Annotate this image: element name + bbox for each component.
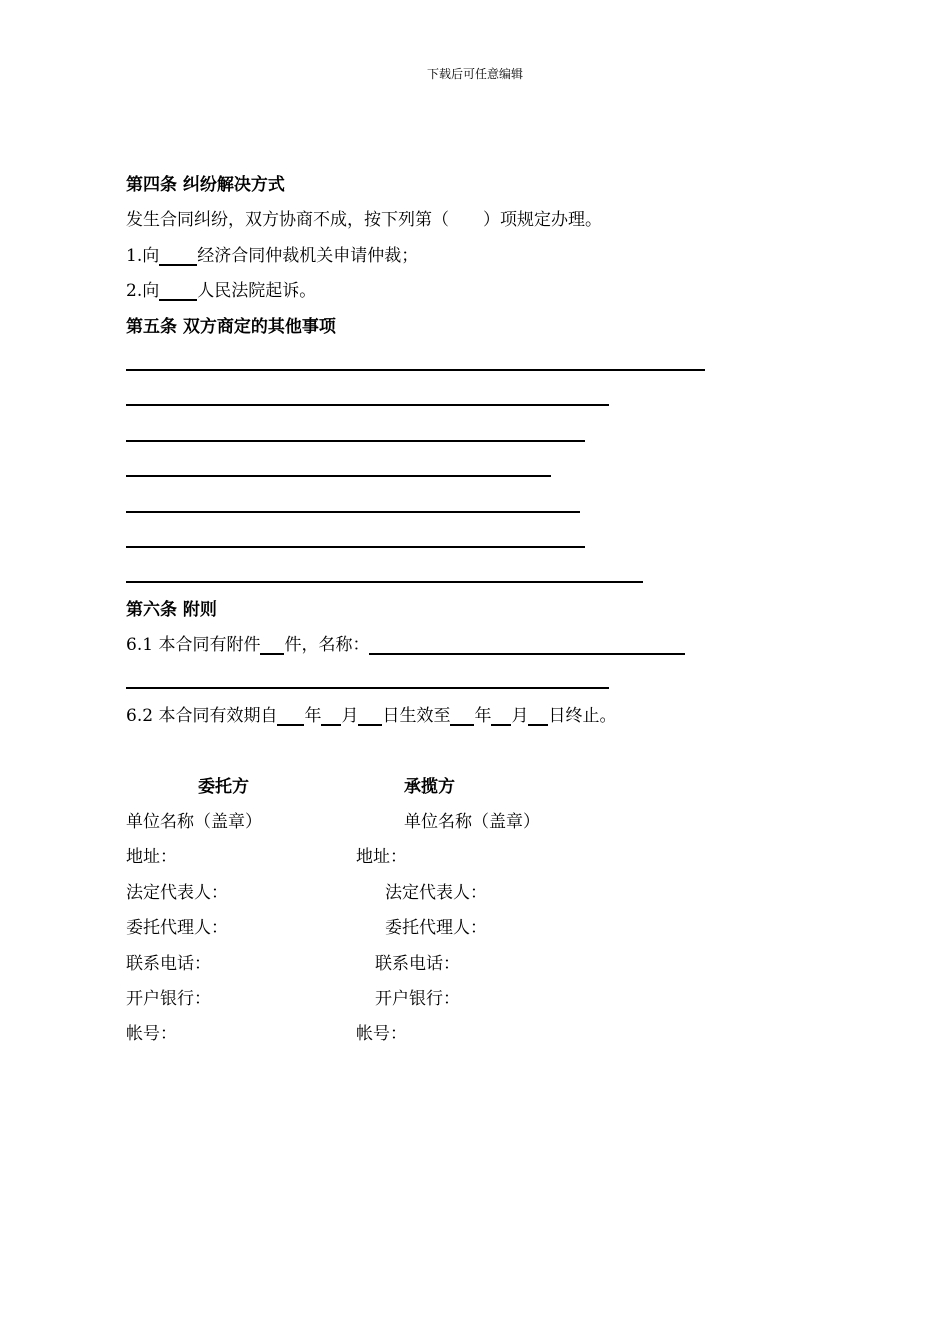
option-2-prefix: 2.向 [126,281,160,302]
contractor-phone-label: 联系电话： [375,953,460,974]
other-matters-line-3[interactable] [126,416,726,451]
option-1-suffix: 经济合同仲裁机关申请仲裁； [197,245,419,266]
article-4-option-2 [126,274,726,309]
article-4-option-1 [126,239,726,274]
start-year-blank[interactable] [277,724,304,726]
client-phone-label: 联系电话： [126,953,211,974]
other-matters-line-2[interactable] [126,380,726,415]
document-body [126,168,726,1053]
article-5-title: 第五条 双方商定的其他事项 [126,316,336,337]
article-6-2 [126,699,726,734]
option-2-suffix: 人民法院起诉。 [197,281,317,302]
signature-row-legal-rep [126,876,726,911]
month-label: 月 [341,705,359,726]
client-agent-label: 委托代理人： [126,918,228,939]
contractor-legal-rep-label: 法定代表人： [385,882,487,903]
client-account-label: 帐号： [126,1024,177,1045]
contractor-agent-label: 委托代理人： [385,918,487,939]
signature-titles [126,770,726,805]
other-matters-line-5[interactable] [126,487,726,522]
end-month-blank[interactable] [491,724,511,726]
client-legal-rep-label: 法定代表人： [126,882,228,903]
attachment-name-blank[interactable] [369,653,685,655]
client-company-label: 单位名称（盖章） [126,812,262,833]
signature-row-company [126,805,726,840]
attachments-name-label: 件，名称： [284,635,370,656]
year-label: 年 [304,705,322,726]
other-matters-line-7[interactable] [126,557,726,592]
other-matters-line-6[interactable] [126,522,726,557]
contractor-account-label: 帐号： [356,1024,407,1045]
article-6-title: 第六条 附则 [126,599,217,620]
signature-row-agent [126,911,726,946]
signature-row-address [126,840,726,875]
attachment-count-blank[interactable] [260,653,284,655]
end-year-blank[interactable] [450,724,474,726]
other-matters-line-4[interactable] [126,451,726,486]
contractor-title: 承揽方 [404,776,455,797]
contractor-bank-label: 开户银行： [375,988,460,1009]
court-blank[interactable] [159,299,197,301]
year-label: 年 [474,705,492,726]
start-month-blank[interactable] [321,724,341,726]
start-day-blank[interactable] [358,724,382,726]
effective-label: 日生效至 [382,705,451,726]
option-1-prefix: 1.向 [126,245,160,266]
client-title: 委托方 [198,776,249,797]
article-4-title: 第四条 纠纷解决方式 [126,175,285,195]
page-header: 下载后可任意编辑 [426,67,523,81]
month-label: 月 [511,705,529,726]
validity-prefix: 6.2 本合同有效期自 [126,705,278,726]
client-bank-label: 开户银行： [126,988,211,1009]
client-address-label: 地址： [126,847,177,868]
attachment-name-line-2[interactable] [126,663,726,698]
contractor-company-label: 单位名称（盖章） [404,812,540,833]
article-6-1 [126,628,726,663]
arbitration-blank[interactable] [159,264,197,266]
contractor-address-label: 地址： [356,847,407,868]
signature-row-phone [126,947,726,982]
article-4-intro: 发生合同纠纷，双方协商不成，按下列第（ ）项规定办理。 [126,210,602,231]
attachments-prefix: 6.1 本合同有附件 [126,635,261,656]
termination-label: 日终止。 [548,705,617,726]
other-matters-line-1[interactable] [126,345,726,380]
signature-row-account [126,1017,726,1052]
signature-row-bank [126,982,726,1017]
end-day-blank[interactable] [528,724,548,726]
